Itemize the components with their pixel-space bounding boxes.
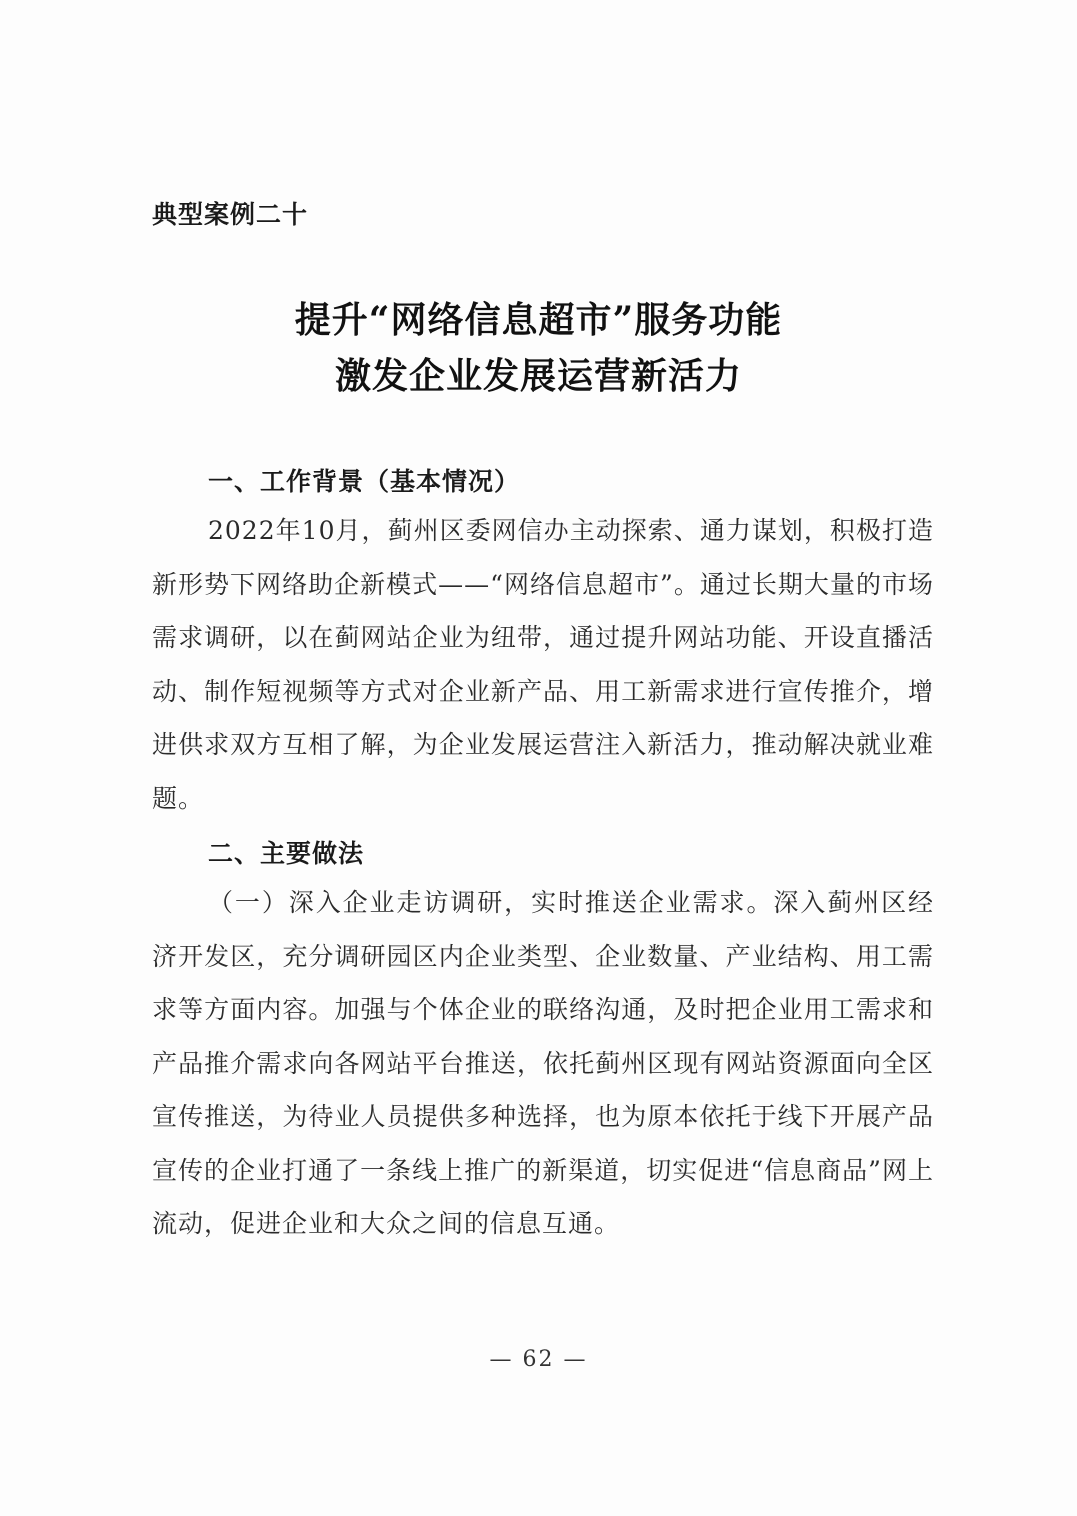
- case-label: 典型案例二十: [152, 200, 309, 229]
- section-paragraph-background: 2022年10月，蓟州区委网信办主动探索、通力谋划，积极打造新形势下网络助企新模式——“网络信息超市”。通过长期大量的市场需求调研，以在蓟网站企业为纽带，通过提升网站功能、开设直播活动、制作短视频等方式对企业新产品、用工新需求进行宣传推介，增进供求双方互相了解，为企业发展运营注入新活力，推动解决就业难题。: [152, 516, 934, 813]
- section-heading-background: 一、工作背景（基本情况）: [208, 467, 521, 496]
- title-line-1: 提升“网络信息超市”服务功能: [294, 299, 783, 341]
- page-number: — 62 —: [489, 1347, 588, 1372]
- section-paragraph-practices: （一）深入企业走访调研，实时推送企业需求。深入蓟州区经济开发区，充分调研园区内企业类型、企业数量、产业结构、用工需求等方面内容。加强与个体企业的联络沟通，及时把企业用工需求和产品推介需求向各网站平台推送，依托蓟州区现有网站资源面向全区宣传推送，为待业人员提供多种选择，也为原本依托于线下开展产品宣传的企业打通了一条线上推广的新渠道，切实促进“信息商品”网上流动，促进企业和大众之间的信息互通。: [152, 888, 934, 1238]
- section-heading-practices: 二、主要做法: [208, 839, 365, 868]
- title-line-2: 激发企业发展运营新活力: [334, 355, 742, 397]
